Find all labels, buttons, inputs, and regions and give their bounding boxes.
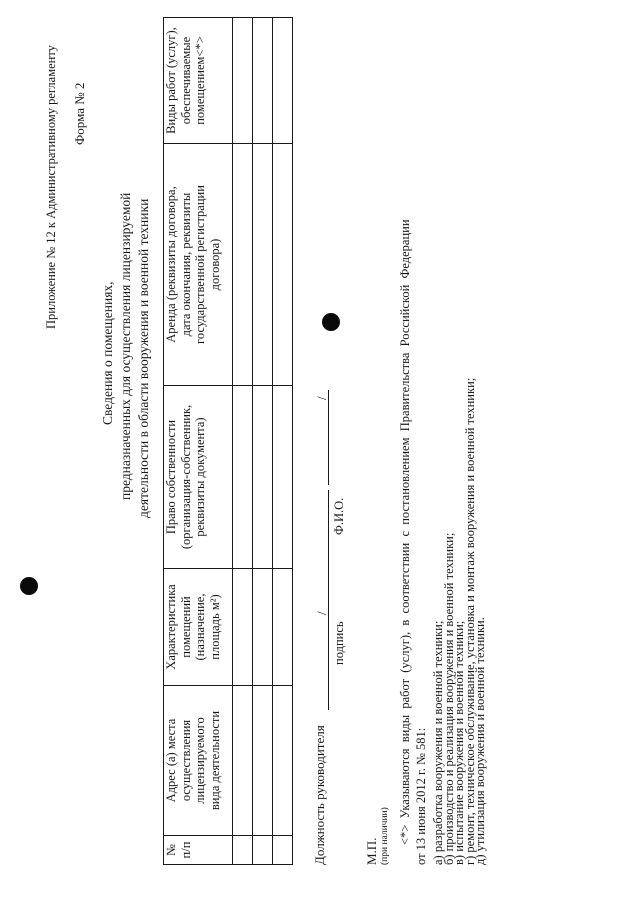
list-item: в) испытание вооружения и военной техники; — [452, 620, 466, 865]
column-header-characteristics: Характеристика помещений (назначение, площадь м²) — [164, 569, 233, 686]
table-cell — [253, 386, 273, 569]
appendix-header: Приложение № 12 к Административному регламенту — [44, 45, 58, 329]
table-row — [253, 18, 273, 865]
table-cell — [233, 836, 253, 865]
table-cell — [253, 144, 273, 386]
table-row — [233, 18, 253, 865]
footnote-intro-cont: от 13 июня 2012 г. № 581: — [414, 727, 428, 865]
table-cell — [273, 144, 293, 386]
slash-separator: / — [314, 611, 329, 615]
name-caption: Ф.И.О. — [332, 497, 346, 535]
signature-line — [318, 490, 329, 710]
footnote-intro: <*> Указываются виды работ (услуг), в соответствии с постановлением Правительства Российской Федерации — [398, 219, 412, 845]
table-cell — [233, 686, 253, 836]
form-number: Форма № 2 — [72, 82, 87, 145]
seal-label: М.П. — [364, 837, 379, 865]
table-row — [273, 18, 293, 865]
table-cell — [233, 386, 253, 569]
punch-hole — [322, 313, 340, 331]
footnote-list — [433, 378, 486, 865]
table-cell — [233, 569, 253, 686]
title-line-2: предназначенных для осуществления лицензируемой — [118, 192, 133, 500]
title-line-3: деятельности в области вооружения и военной техники — [136, 198, 151, 518]
column-header-work-types: Виды работ (услуг), обеспечиваемые помещением<*> — [164, 18, 233, 144]
table-cell — [253, 686, 273, 836]
list-item: а) разработка вооружения и военной техники; — [431, 620, 445, 865]
table-cell — [253, 569, 273, 686]
table-cell — [273, 386, 293, 569]
column-header-address: Адрес (а) места осуществления лицензируемого вида деятельности — [164, 686, 233, 836]
table-cell — [273, 686, 293, 836]
name-line — [318, 390, 329, 485]
list-item: г) ремонт, техническое обслуживание, установка и монтаж вооружения и военной техники; — [462, 377, 477, 865]
table-cell — [253, 836, 273, 865]
seal-note: (при наличии) — [380, 807, 390, 865]
table-cell — [273, 569, 293, 686]
table-cell — [273, 18, 293, 144]
position-label: Должность руководителя — [312, 725, 327, 865]
punch-hole — [20, 577, 38, 595]
table-cell — [273, 836, 293, 865]
table-cell — [253, 18, 273, 144]
list-item: б) производство и реализация вооружения и военной техники; — [441, 532, 456, 865]
column-header-ownership: Право собственности (организация-собственник, реквизиты документа) — [164, 386, 233, 569]
table-cell — [233, 144, 253, 386]
column-header-number: № п/п — [164, 836, 233, 865]
premises-table — [163, 17, 293, 865]
table-cell — [233, 18, 253, 144]
title-line-1: Сведения о помещениях, — [100, 281, 115, 425]
list-item: д) утилизация вооружения и военной техники. — [473, 617, 487, 865]
slash-separator-end: / — [314, 396, 329, 400]
table-header-row — [164, 18, 233, 865]
signature-caption: подпись — [332, 621, 346, 665]
column-header-lease: Аренда (реквизиты договора, дата окончания, реквизиты государственной регистрации договора) — [164, 144, 233, 386]
